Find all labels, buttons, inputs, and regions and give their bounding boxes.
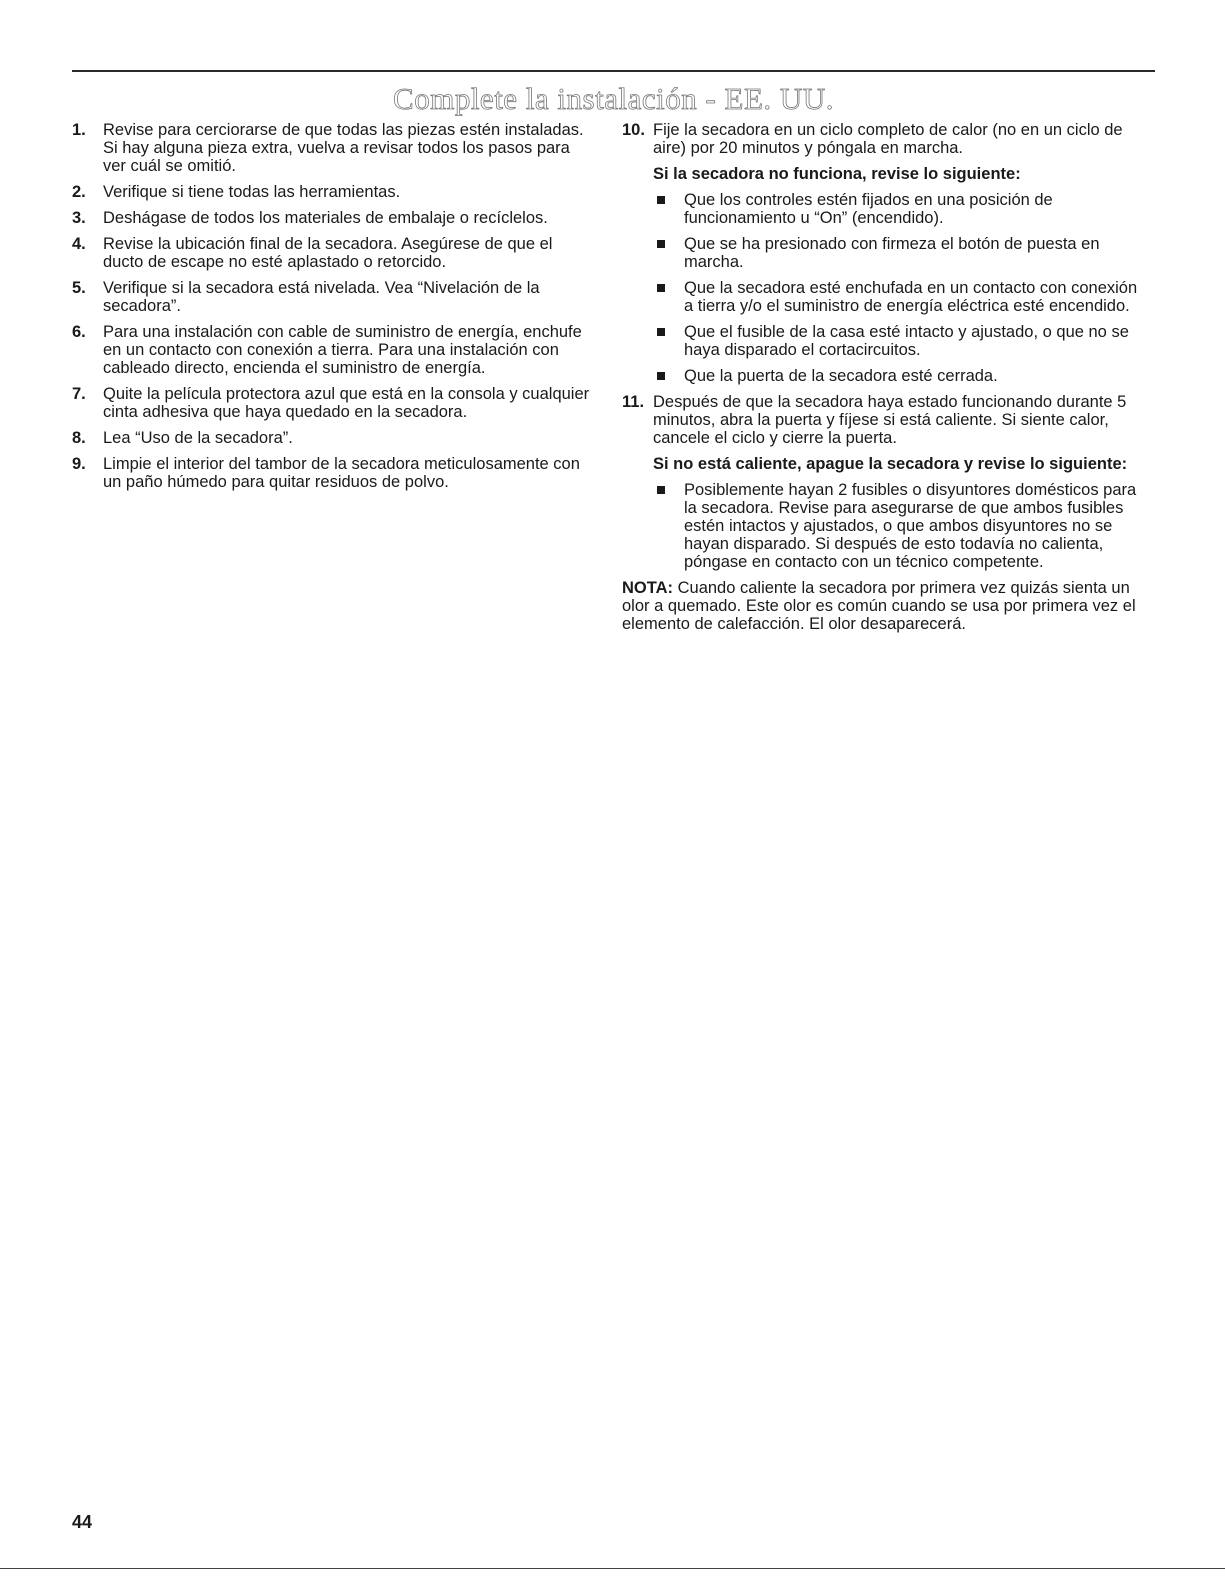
item-number: 5. <box>72 279 86 297</box>
bullet-square-icon <box>657 328 665 336</box>
checklist-text: Que los controles estén fijados en una posición de funcionamiento u “On” (encendido). <box>684 191 1053 227</box>
list-item <box>622 121 1150 385</box>
checklist-text: Que la secadora esté enchufada en un contacto con conexión a tierra y/o el suministro de energía eléctrica esté encendido. <box>684 279 1138 315</box>
page-number: 44 <box>72 1512 93 1532</box>
item-text: Lea “Uso de la secadora”. <box>103 429 293 447</box>
checklist-text: Que el fusible de la casa esté intacto y ajustado, o que no se haya disparado el cortacircuitos. <box>684 323 1129 359</box>
item-text: Revise la ubicación final de la secadora. Asegúrese de que el ducto de escape no esté aplastado o retorcido. <box>103 235 553 271</box>
checklist-text: Posiblemente hayan 2 fusibles o disyuntores domésticos para la secadora. Revise para asegurarse de que ambos fusibles estén intactos y ajustados, o que ambos disyuntores no se hayan disparado. Si después de esto todavía no calienta, póngase en contacto con un técnico competente. <box>684 481 1137 571</box>
checklist <box>653 481 1150 571</box>
item-text: Para una instalación con cable de suministro de energía, enchufe en un contacto con conexión a tierra. Para una instalación con cableado directo, encienda el suministro de energía. <box>103 323 582 377</box>
item-text: Quite la película protectora azul que está en la consola y cualquier cinta adhesiva que haya quedado en la secadora. <box>103 385 590 421</box>
list-item <box>72 209 597 227</box>
bottom-rule <box>0 1568 1225 1569</box>
checklist-item <box>653 279 1150 315</box>
list-item <box>72 235 597 271</box>
checklist-item <box>653 235 1150 271</box>
left-column <box>72 121 597 499</box>
item-text: Verifique si tiene todas las herramientas. <box>103 183 401 201</box>
note-text: Cuando caliente la secadora por primera vez quizás sienta un olor a quemado. Este olor es común cuando se usa por primera vez el elemento de calefacción. El olor desaparecerá. <box>622 579 1136 633</box>
bullet-square-icon <box>657 196 665 204</box>
list-item <box>72 385 597 421</box>
item-number: 8. <box>72 429 86 447</box>
list-item <box>72 183 597 201</box>
checklist-heading: Si la secadora no funciona, revise lo siguiente: <box>653 165 1021 183</box>
page-title: Complete la instalación - EE. UU. <box>393 81 834 116</box>
item-number: 3. <box>72 209 86 227</box>
item-number: 9. <box>72 455 86 473</box>
list-item <box>622 393 1150 571</box>
checklist-item <box>653 367 1150 385</box>
item-number: 2. <box>72 183 86 201</box>
item-number: 1. <box>72 121 86 139</box>
bullet-square-icon <box>657 240 665 248</box>
list-item <box>72 455 597 491</box>
item-number: 10. <box>622 121 645 139</box>
checklist-item <box>653 481 1150 571</box>
bullet-square-icon <box>657 486 665 494</box>
note-label: NOTA: <box>622 579 674 597</box>
item-number: 4. <box>72 235 86 253</box>
item-text: Deshágase de todos los materiales de embalaje o recíclelos. <box>103 209 548 227</box>
item-text: Limpie el interior del tambor de la secadora meticulosamente con un paño húmedo para quitar residuos de polvo. <box>103 455 580 491</box>
bullet-square-icon <box>657 284 665 292</box>
item-number: 7. <box>72 385 86 403</box>
item-text: Después de que la secadora haya estado funcionando durante 5 minutos, abra la puerta y fíjese si está caliente. Si siente calor, cancele el ciclo y cierre la puerta. <box>653 393 1127 447</box>
item-text: Fije la secadora en un ciclo completo de calor (no en un ciclo de aire) por 20 minutos y póngala en marcha. <box>653 121 1123 157</box>
list-item <box>72 323 597 377</box>
right-column <box>622 121 1150 633</box>
checklist <box>653 191 1150 385</box>
list-item <box>72 279 597 315</box>
item-number: 11. <box>622 393 645 411</box>
note-paragraph <box>622 579 1150 633</box>
item-number: 6. <box>72 323 86 341</box>
item-text: Revise para cerciorarse de que todas las piezas estén instaladas. Si hay alguna pieza extra, vuelva a revisar todos los pasos para ver cuál se omitió. <box>103 121 584 175</box>
bullet-square-icon <box>657 372 665 380</box>
checklist-heading: Si no está caliente, apague la secadora y revise lo siguiente: <box>653 455 1128 473</box>
list-item <box>72 429 597 447</box>
top-rule <box>72 70 1155 72</box>
checklist-text: Que la puerta de la secadora esté cerrada. <box>684 367 998 385</box>
item-text: Verifique si la secadora está nivelada. Vea “Nivelación de la secadora”. <box>103 279 540 315</box>
checklist-item <box>653 191 1150 227</box>
checklist-text: Que se ha presionado con firmeza el botón de puesta en marcha. <box>684 235 1100 271</box>
checklist-item <box>653 323 1150 359</box>
list-item <box>72 121 597 175</box>
